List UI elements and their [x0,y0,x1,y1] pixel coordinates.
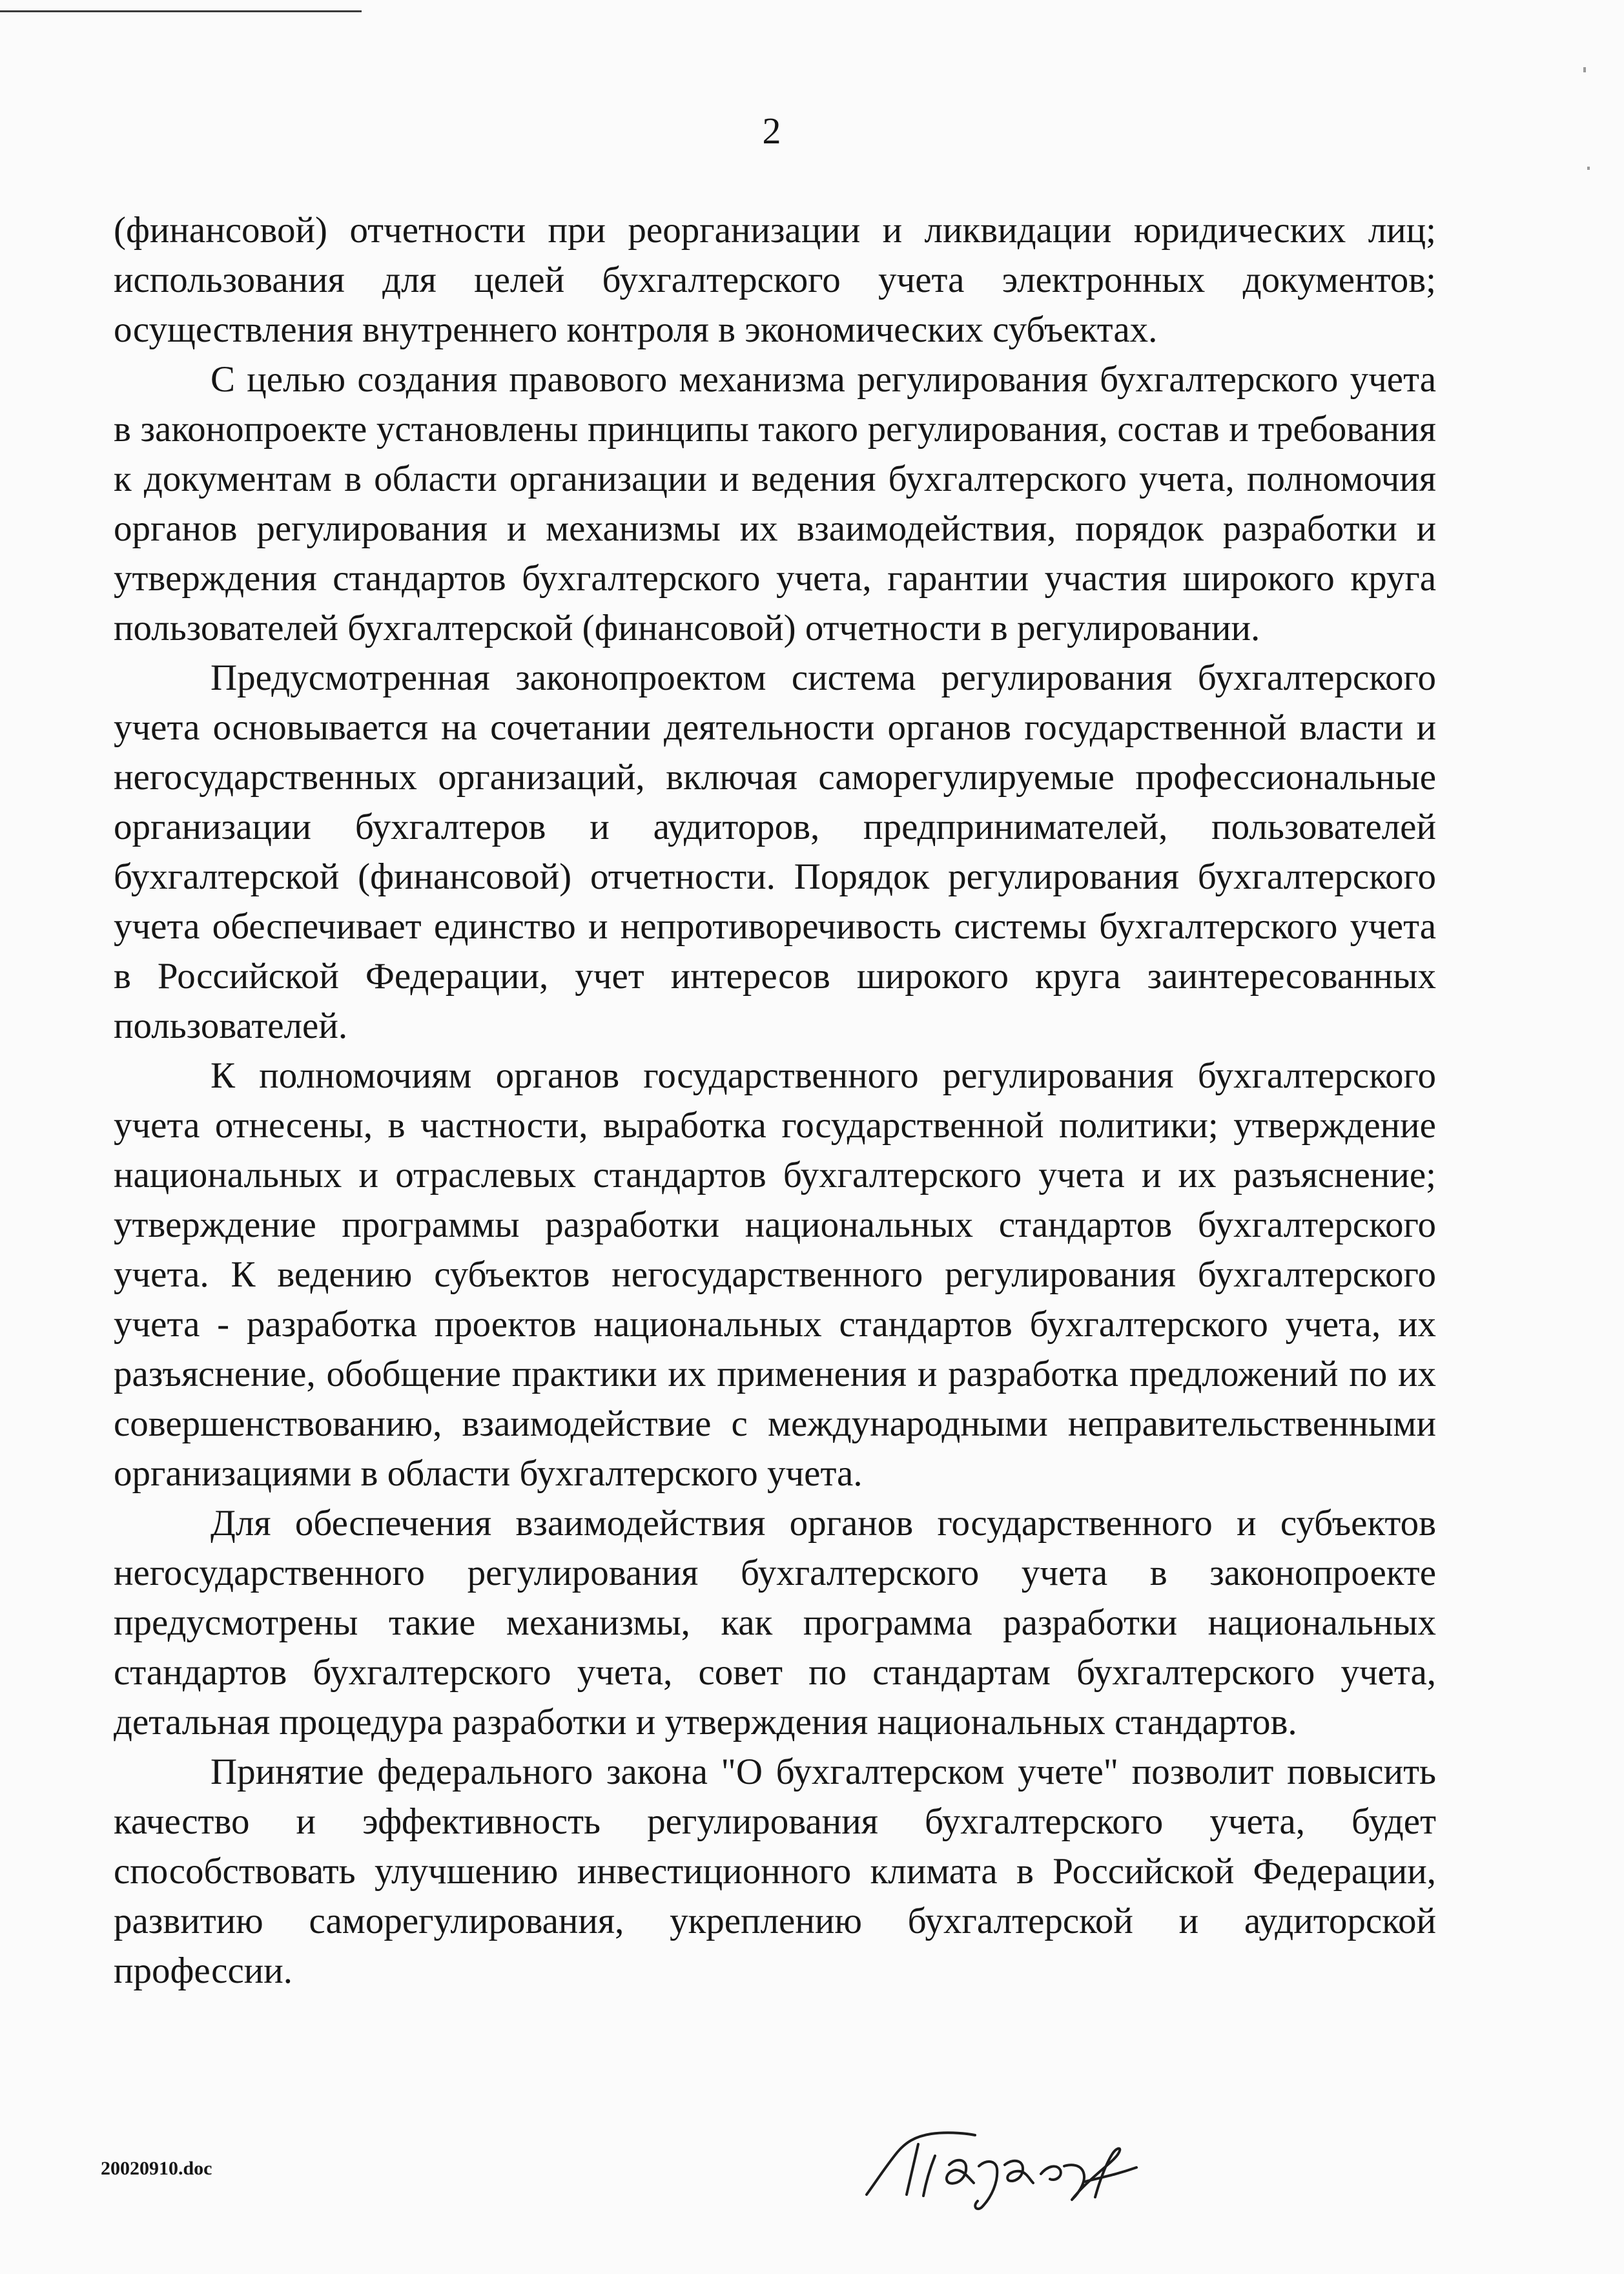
document-body [114,205,1436,1996]
signature [859,2118,1169,2215]
scan-border-line [0,10,362,12]
paragraph-4: К полномочиям органов государственного регулирования бухгалтерского учета отнесены, в частности, выработка государственной политики; утверждение национальных и отраслевых стандартов бухгалтерского учета и их разъяснение; утверждение программы разработки национальных стандартов бухгалтерского учета. К ведению субъектов негосударственного регулирования бухгалтерского учета - разработка проектов национальных стандартов бухгалтерского учета, их разъяснение, обобщение практики их применения и разработка предложений по их совершенствованию, взаимодействие с международными неправительственными организациями в области бухгалтерского учета. [114,1055,1436,1494]
scan-speck [1583,67,1586,72]
scan-speck [1587,167,1590,170]
paragraph-3: Предусмотренная законопроектом система регулирования бухгалтерского учета основывается на сочетании деятельности органов государственной власти и негосударственных организаций, включая саморегулируемые профессиональные организации бухгалтеров и аудиторов, предпринимателей, пользователей бухгалтерской (финансовой) отчетности. Порядок регулирования бухгалтерского учета обеспечивает единство и непротиворечивость системы бухгалтерского учета в Российской Федерации, учет интересов широкого круга заинтересованных пользователей. [114,657,1436,1046]
footer-file-name: 20020910.doc [101,2158,212,2179]
paragraph-5: Для обеспечения взаимодействия органов государственного и субъектов негосударственного регулирования бухгалтерского учета в законопроекте предусмотрены такие механизмы, как программа разработки национальных стандартов бухгалтерского учета, совет по стандартам бухгалтерского учета, детальная процедура разработки и утверждения национальных стандартов. [114,1503,1436,1742]
page-number: 2 [762,110,781,152]
paragraph-1: (финансовой) отчетности при реорганизации и ликвидации юридических лиц; использования для целей бухгалтерского учета электронных документов; осуществления внутреннего контроля в экономических субъектах. [114,210,1436,350]
paragraph-6: Принятие федерального закона "О бухгалтерском учете" позволит повысить качество и эффективность регулирования бухгалтерского учета, будет способствовать улучшению инвестиционного климата в Российской Федерации, развитию саморегулирования, укреплению бухгалтерской и аудиторской профессии. [114,1752,1436,1991]
paragraph-2: С целью создания правового механизма регулирования бухгалтерского учета в законопроекте установлены принципы такого регулирования, состав и требования к документам в области организации и ведения бухгалтерского учета, полномочия органов регулирования и механизмы их взаимодействия, порядок разработки и утверждения стандартов бухгалтерского учета, гарантии участия широкого круга пользователей бухгалтерской (финансовой) отчетности в регулировании. [114,359,1436,648]
